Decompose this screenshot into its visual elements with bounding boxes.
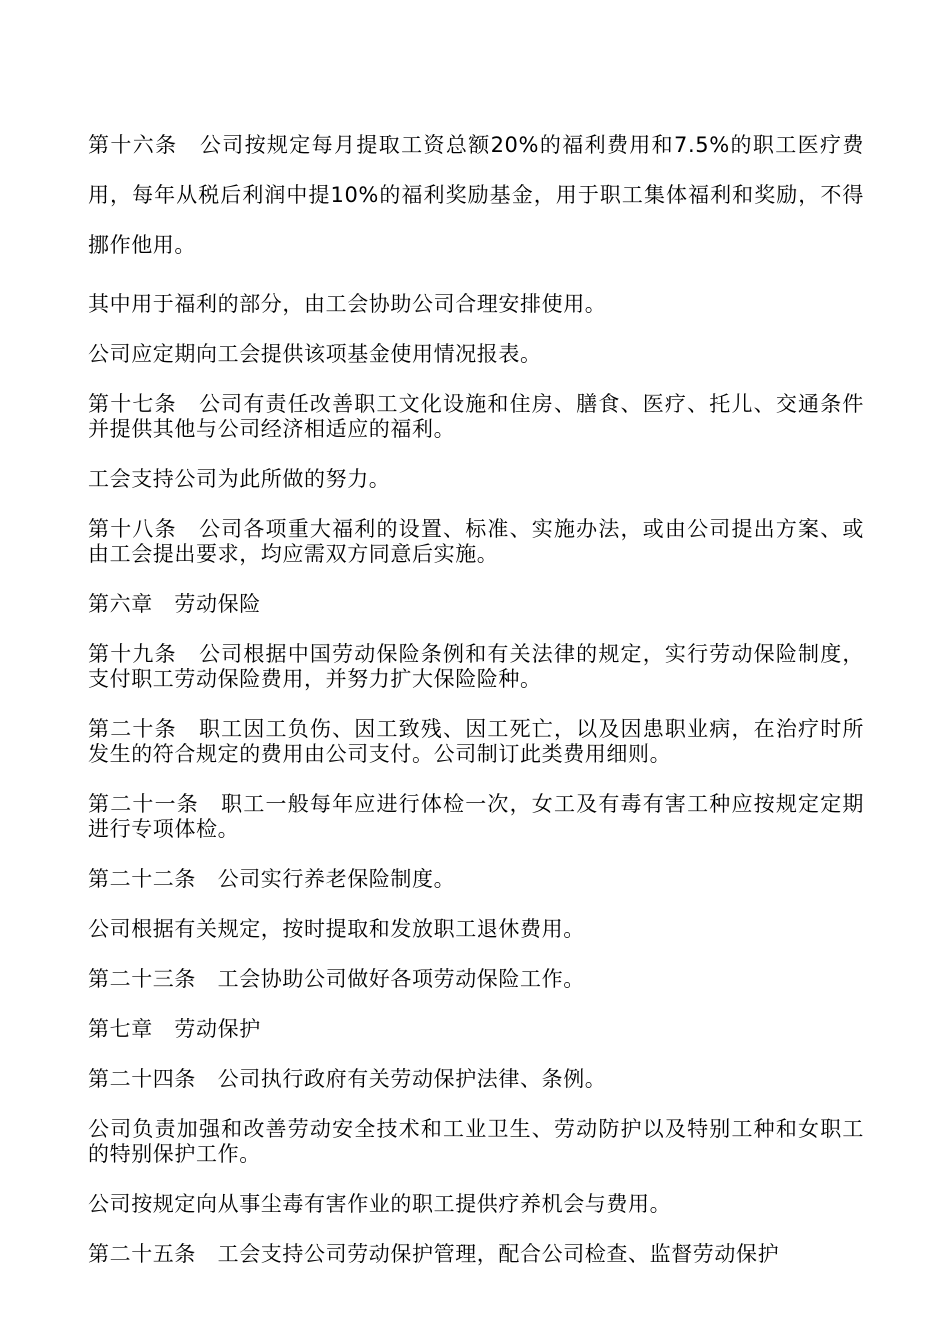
paragraph-article-24: 第二十四条 公司执行政府有关劳动保护法律、条例。 (88, 1067, 607, 1091)
paragraph-article-16: 第十六条 公司按规定每月提取工资总额20%的福利费用和7.5%的职工医疗费用，每年从税后利润中提10%的福利奖励基金，用于职工集体福利和奖励，不得挪作他用。 (88, 133, 864, 257)
paragraph-union-support: 工会支持公司为此所做的努力。 (88, 467, 391, 491)
paragraph-article-20: 第二十条 职工因工负伤、因工致残、因工死亡，以及因患职业病，在治疗时所发生的符合规定的费用由公司支付。公司制订此类费用细则。 (88, 717, 864, 766)
paragraph-fund-report: 公司应定期向工会提供该项基金使用情况报表。 (88, 342, 542, 366)
paragraph-article-18: 第十八条 公司各项重大福利的设置、标准、实施办法，或由公司提出方案、或由工会提出要求，均应需双方同意后实施。 (88, 517, 864, 566)
document-body (88, 120, 864, 1292)
paragraph-recuperation: 公司按规定向从事尘毒有害作业的职工提供疗养机会与费用。 (88, 1192, 672, 1216)
paragraph-retirement: 公司根据有关规定，按时提取和发放职工退休费用。 (88, 917, 585, 941)
paragraph-article-17: 第十七条 公司有责任改善职工文化设施和住房、膳食、医疗、托儿、交通条件并提供其他与公司经济相适应的福利。 (88, 392, 864, 441)
chapter-heading-6: 第六章 劳动保险 (88, 592, 261, 616)
paragraph-article-25: 第二十五条 工会支持公司劳动保护管理，配合公司检查、监督劳动保护 (88, 1242, 780, 1266)
paragraph-article-23: 第二十三条 工会协助公司做好各项劳动保险工作。 (88, 967, 585, 991)
paragraph-article-22: 第二十二条 公司实行养老保险制度。 (88, 867, 456, 891)
paragraph-safety-improvement: 公司负责加强和改善劳动安全技术和工业卫生、劳动防护以及特别工种和女职工的特别保护工作。 (88, 1117, 864, 1166)
paragraph-article-21: 第二十一条 职工一般每年应进行体检一次，女工及有毒有害工种应按规定定期进行专项体检。 (88, 792, 864, 841)
paragraph-welfare-usage: 其中用于福利的部分，由工会协助公司合理安排使用。 (88, 292, 607, 316)
paragraph-article-19: 第十九条 公司根据中国劳动保险条例和有关法律的规定，实行劳动保险制度，支付职工劳动保险费用，并努力扩大保险险种。 (88, 642, 864, 691)
chapter-heading-7: 第七章 劳动保护 (88, 1017, 261, 1041)
